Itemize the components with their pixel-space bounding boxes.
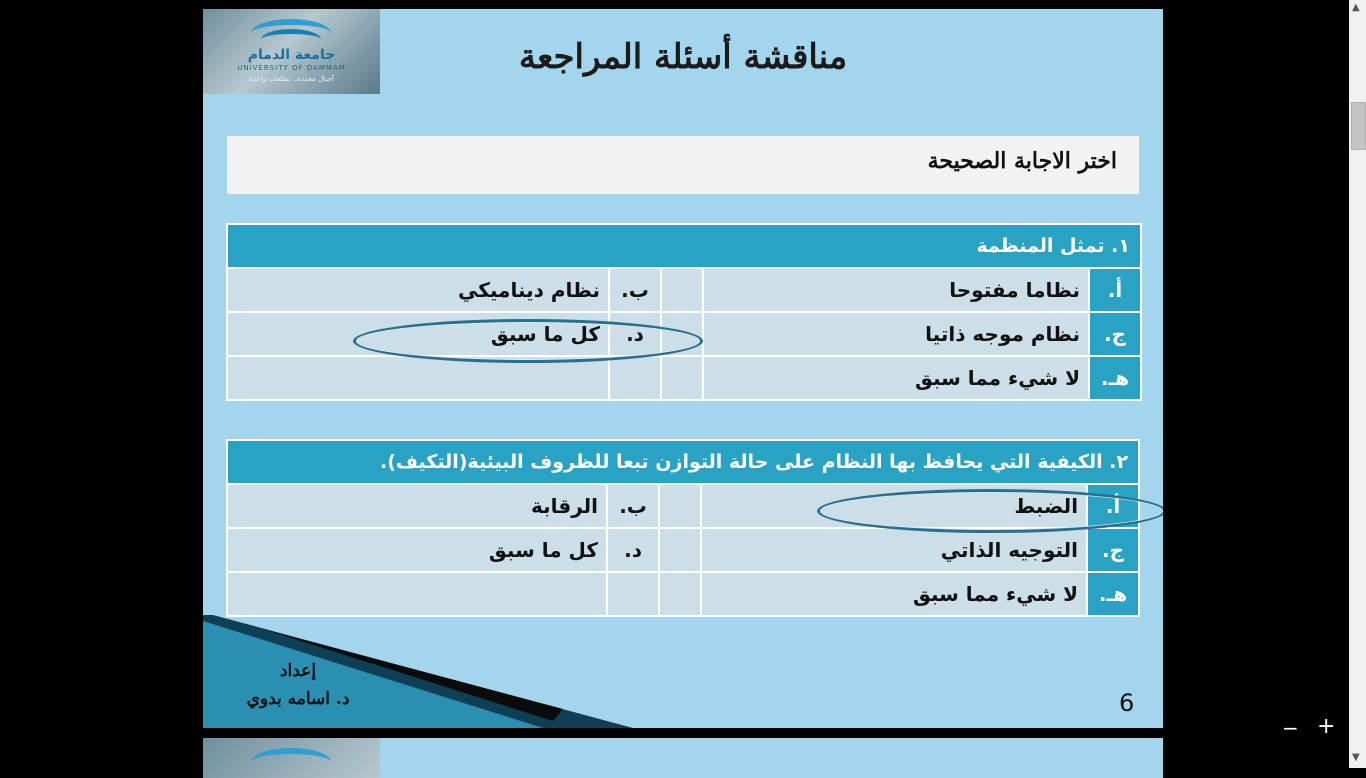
table-row bbox=[227, 356, 1141, 400]
option-letter: أ. bbox=[1089, 268, 1141, 312]
instruction-text: اختر الاجابة الصحيحة bbox=[927, 148, 1117, 174]
logo-name-en: UNIVERSITY OF DAMMAM bbox=[237, 64, 346, 72]
empty-option bbox=[227, 572, 607, 616]
next-slide-preview[interactable] bbox=[203, 738, 1163, 778]
option-letter: ب. bbox=[609, 268, 661, 312]
answer-highlight-ellipse bbox=[353, 319, 703, 363]
slide bbox=[203, 9, 1163, 728]
university-logo bbox=[203, 9, 380, 94]
option-letter: د. bbox=[609, 312, 661, 356]
question-1-table bbox=[226, 223, 1142, 401]
table-row bbox=[227, 572, 1139, 616]
option-letter: ب. bbox=[607, 484, 659, 528]
scroll-down-icon[interactable]: ▼ bbox=[1352, 752, 1360, 763]
question-1-text: ١. تمثل المنظمة bbox=[227, 224, 1141, 268]
university-logo bbox=[203, 738, 380, 778]
option-d[interactable]: كل ما سبق bbox=[227, 528, 607, 572]
option-a[interactable]: الضبط bbox=[701, 484, 1087, 528]
option-e[interactable]: لا شيء مما سبق bbox=[701, 572, 1087, 616]
instruction-box bbox=[227, 136, 1139, 194]
answer-highlight-ellipse bbox=[817, 489, 1163, 533]
spacer-cell bbox=[659, 484, 701, 528]
page-number: 6 bbox=[1119, 689, 1135, 717]
scroll-up-icon[interactable]: ▲ bbox=[1352, 2, 1360, 13]
logo-slogan: أجيال مجددة.. تطلعات واعدة bbox=[249, 75, 334, 83]
logo-name-ar: جامعة الدمام bbox=[247, 47, 336, 63]
option-b[interactable]: نظام ديناميكي bbox=[227, 268, 609, 312]
option-d[interactable]: كل ما سبق bbox=[227, 312, 609, 356]
option-letter: أ. bbox=[1087, 484, 1139, 528]
option-c[interactable]: نظام موجه ذاتيا bbox=[703, 312, 1089, 356]
author-label: إعداد bbox=[279, 661, 317, 681]
option-c[interactable]: التوجيه الذاتي bbox=[701, 528, 1087, 572]
slide-title: مناقشة أسئلة المراجعة bbox=[518, 37, 848, 77]
option-letter: هـ. bbox=[1087, 572, 1139, 616]
scrollbar-thumb[interactable] bbox=[1351, 102, 1366, 150]
option-letter: ج. bbox=[1087, 528, 1139, 572]
option-letter: ج. bbox=[1089, 312, 1141, 356]
logo-wave-icon bbox=[251, 748, 331, 776]
spacer-cell bbox=[659, 572, 701, 616]
option-b[interactable]: الرقابة bbox=[227, 484, 607, 528]
spacer-cell bbox=[661, 356, 703, 400]
question-2-text: ٢. الكيفية التي يحافظ بها النظام على حالة التوازن تبعا للظروف البيئية(التكيف). bbox=[227, 440, 1139, 484]
table-row bbox=[227, 528, 1139, 572]
author-credit bbox=[223, 657, 373, 713]
spacer-cell bbox=[661, 268, 703, 312]
option-e[interactable]: لا شيء مما سبق bbox=[703, 356, 1089, 400]
option-letter bbox=[607, 572, 659, 616]
zoom-in-button[interactable]: + bbox=[1317, 714, 1336, 739]
author-name: د. اسامه بدوي bbox=[246, 689, 350, 709]
zoom-out-button[interactable]: − bbox=[1282, 716, 1299, 740]
table-row bbox=[227, 268, 1141, 312]
spacer-cell bbox=[659, 528, 701, 572]
option-letter: هـ. bbox=[1089, 356, 1141, 400]
option-a[interactable]: نظاما مفتوحا bbox=[703, 268, 1089, 312]
option-letter bbox=[609, 356, 661, 400]
option-letter: د. bbox=[607, 528, 659, 572]
